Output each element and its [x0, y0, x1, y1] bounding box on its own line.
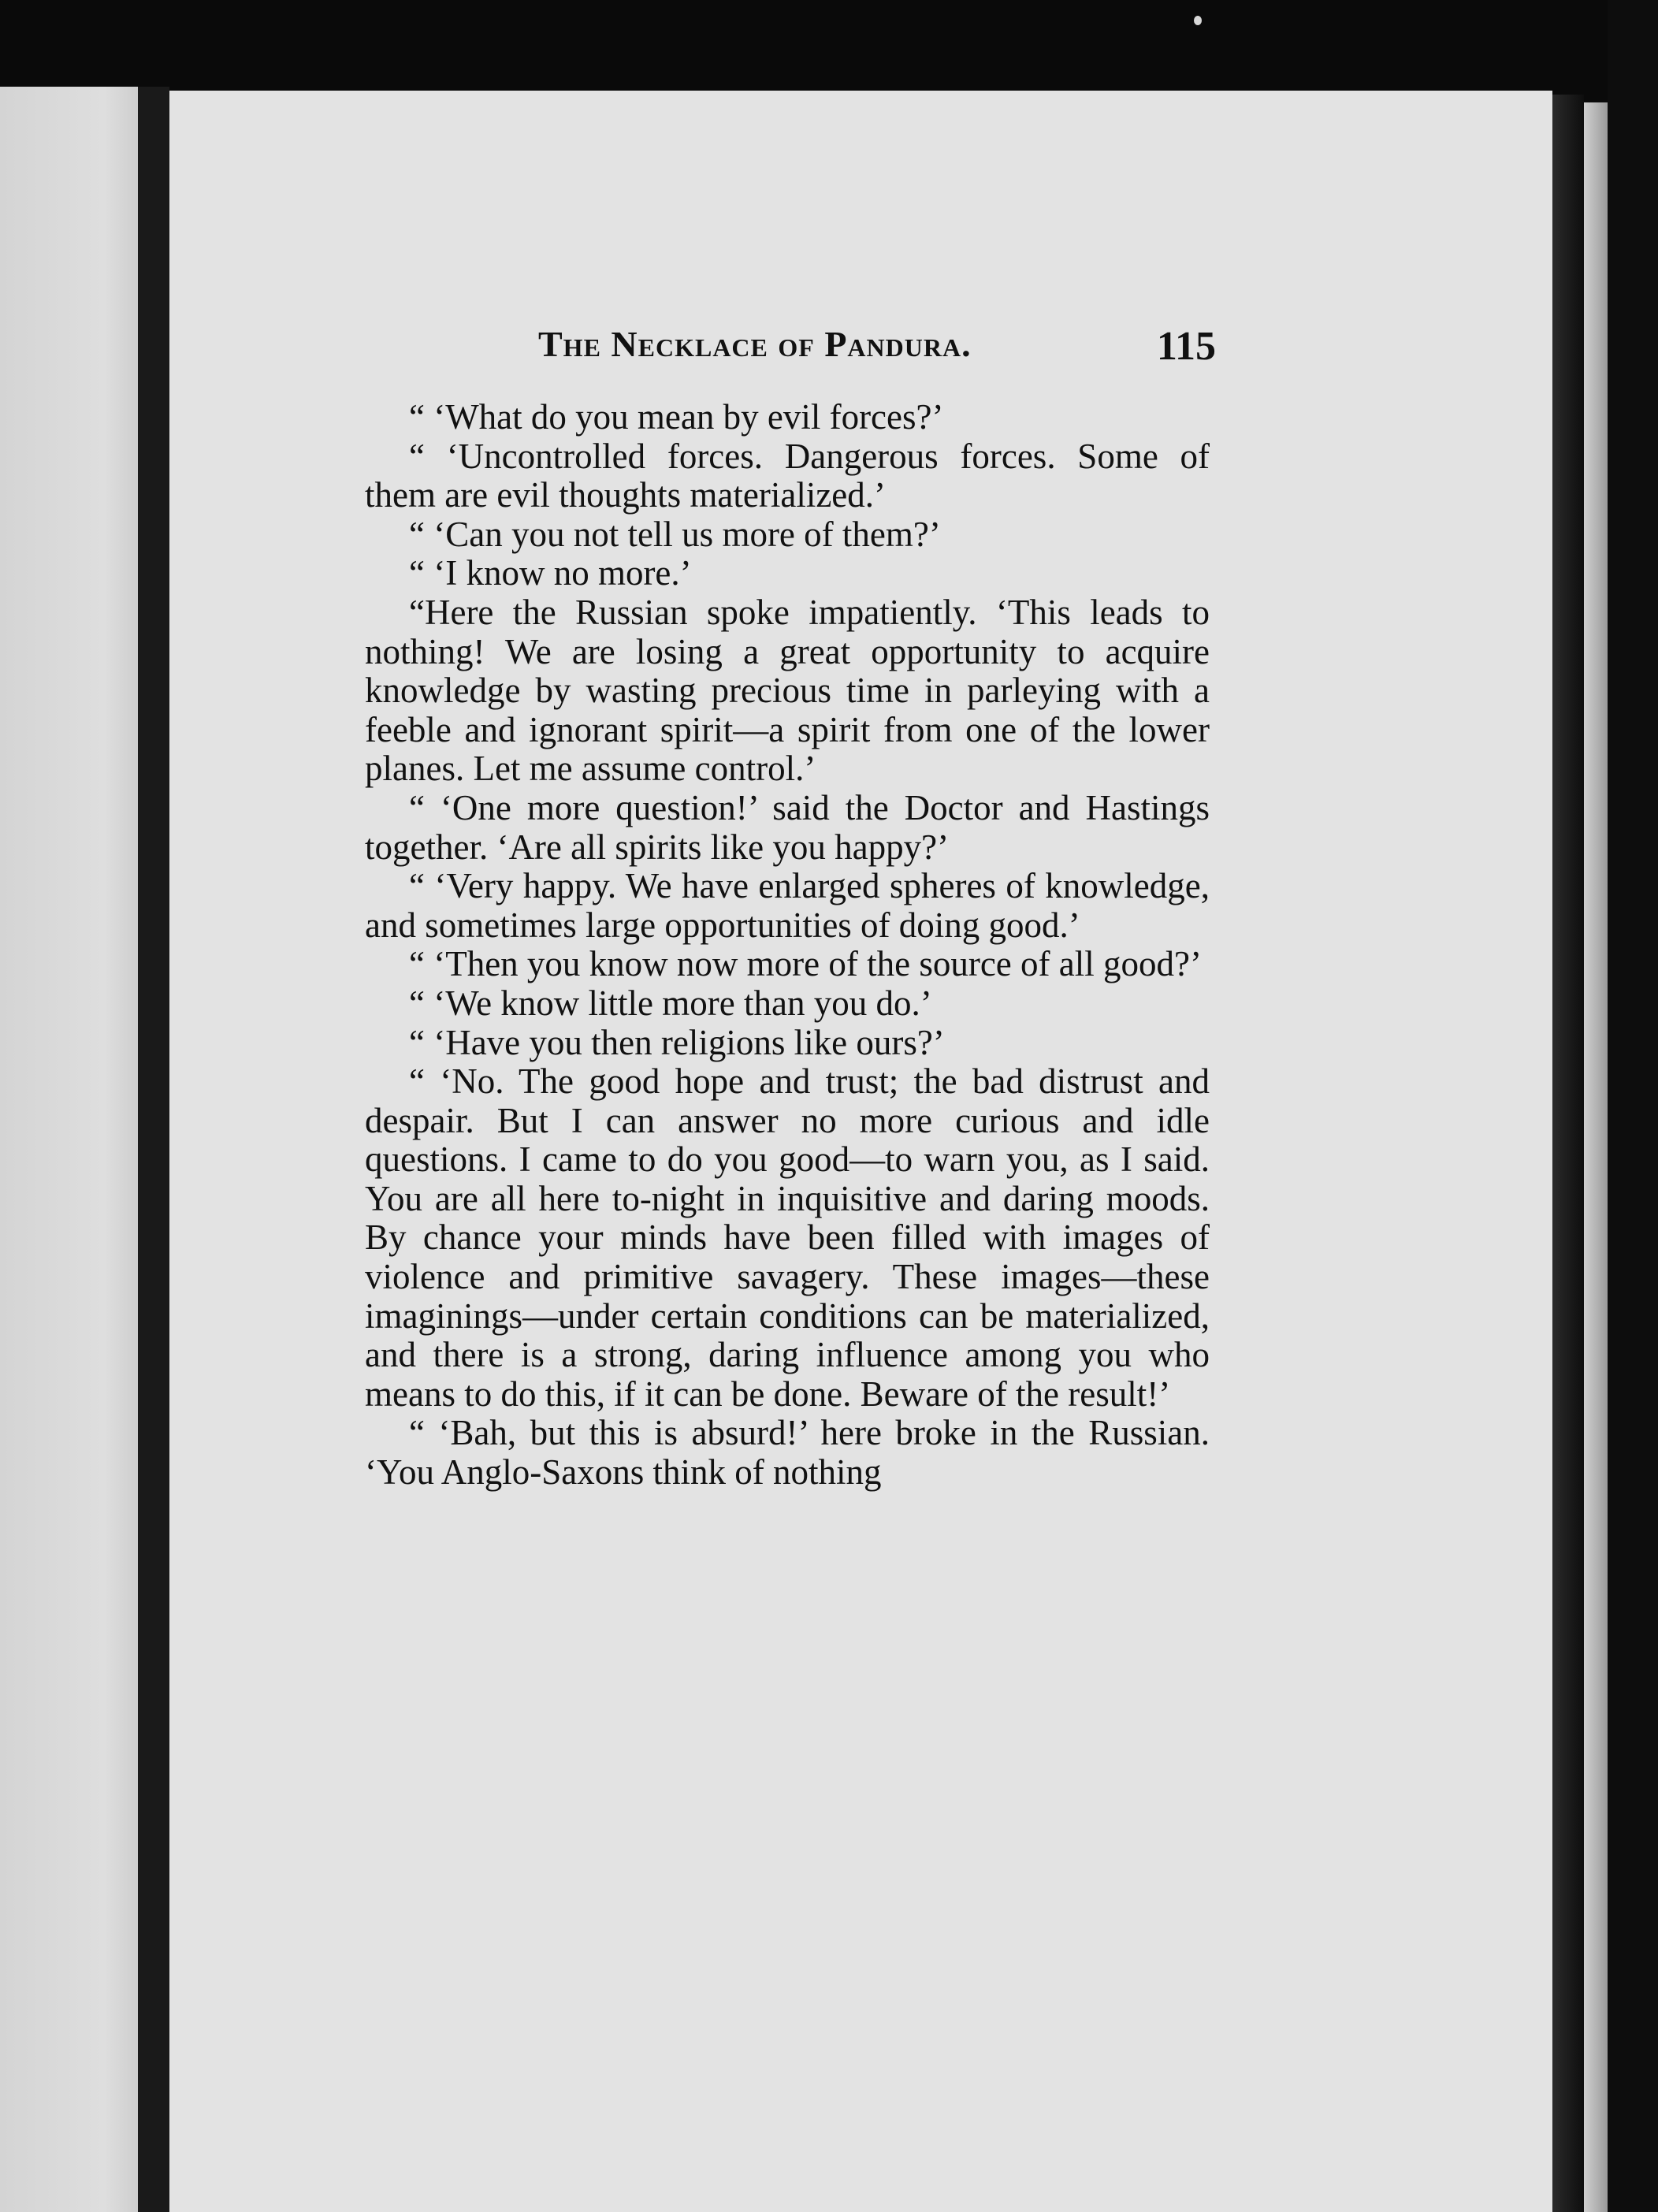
paragraph: “ ‘What do you mean by evil forces?’ — [409, 397, 944, 437]
paragraph: “ ‘Uncontrolled forces. Dangerous forces. Some of them are evil thoughts materialized.’ — [365, 436, 1210, 515]
paragraph: “ ‘Have you then religions like ours?’ — [409, 1022, 945, 1062]
paragraph: “Here the Russian spoke impatiently. ‘This leads to nothing! We are losing a great opportunity to acquire knowledge by wasting precious time in parleying with a feeble and ignorant spirit—a spirit from one of the lower planes. Let me assume control.’ — [365, 592, 1210, 789]
right-binding-shadow — [1552, 95, 1584, 2212]
right-background — [1608, 0, 1658, 2212]
paragraph: “ ‘No. The good hope and trust; the bad distrust and despair. But I can answer no more curious and idle questions. I came to do you good—to warn you, as I said. You are all here to-night in inquisitive and daring moods. By chance your minds have been filled with images of violence and primitive savagery. These images—these imaginings—under certain conditions can be materialized, and there is a strong, daring influence among you who means to do this, if it can be done. Beware of the result!’ — [365, 1061, 1210, 1414]
dust-speck — [1194, 16, 1202, 25]
paragraph: “ ‘One more question!’ said the Doctor and Hastings together. ‘Are all spirits like you happy?’ — [365, 787, 1210, 867]
adjacent-left-page — [0, 87, 150, 2212]
paragraph: “ ‘Very happy. We have enlarged spheres of knowledge, and sometimes large opportunities of doing good.’ — [365, 866, 1210, 945]
body-text — [365, 398, 1210, 1493]
paragraph: “ ‘Bah, but this is absurd!’ here broke in the Russian. ‘You Anglo-Saxons think of nothing — [365, 1413, 1210, 1493]
paragraph: “ ‘Then you know now more of the source of all good?’ — [409, 944, 1202, 984]
running-title: The Necklace of Pandura. — [538, 324, 972, 364]
paragraph: “ ‘Can you not tell us more of them?’ — [409, 514, 941, 554]
running-header — [538, 323, 1216, 378]
paragraph: “ ‘I know no more.’ — [409, 553, 692, 593]
page-number: 115 — [1156, 324, 1216, 369]
paragraph: “ ‘We know little more than you do.’ — [409, 983, 932, 1023]
left-page-edge-shadow — [138, 87, 169, 2212]
right-page-edge — [1584, 102, 1608, 2212]
